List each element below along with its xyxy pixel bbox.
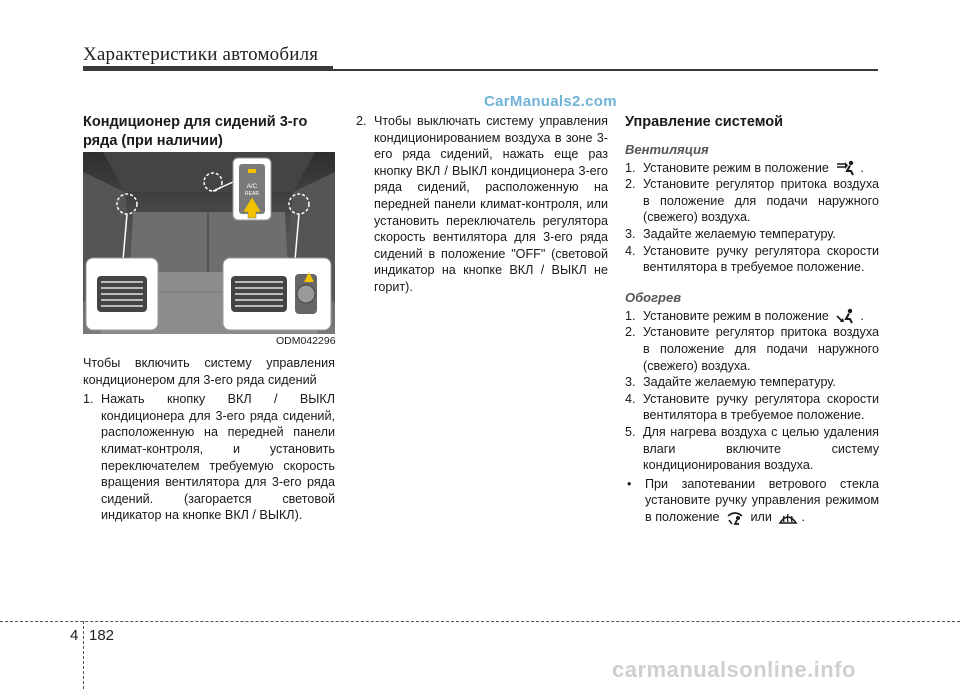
- rear-ac-button-sublabel: REAR: [245, 191, 259, 197]
- right-column: [625, 113, 879, 526]
- header-rule-thin: [333, 69, 878, 71]
- list-item: 4. Установите ручку регулятора скорости вентилятора в требуемое положение.: [625, 243, 879, 275]
- watermark-top: CarManuals2.com: [484, 93, 617, 110]
- list-item: 1. Установите режим в положение .: [625, 308, 864, 323]
- list-item-number: 1.: [83, 392, 94, 407]
- list-item-text: Нажать кнопку ВКЛ / ВЫКЛ кондиционера для 3-его ряда сидений, расположенную на передней панели климат-контроля, и установить переключателем требуемую скорость вращения вентилятора для 3-его ряда сидений. (загорается световой индикатор на кнопке ВКЛ / ВЫКЛ).: [101, 392, 335, 523]
- list-item: 5. Для нагрева воздуха с целью удаления влаги включите систему кондиционирования воздуха.: [625, 424, 879, 473]
- middle-column: [356, 113, 608, 296]
- bullet-or: или: [750, 509, 772, 524]
- list-item: 4. Установите ручку регулятора скорости вентилятора в требуемое положение.: [625, 391, 879, 423]
- cargo-area-illustration: [83, 152, 335, 334]
- watermark-bottom: carmanualsonline.info: [612, 657, 856, 682]
- list-item: 2. Установите регулятор притока воздуха в положение для подачи наружного (свежего) воздуха.: [625, 177, 879, 225]
- bullet-text: При запотевании ветрового стекла установите ручку управления режимом в положение: [645, 476, 879, 524]
- section-heading-system-control: Управление системой: [625, 114, 784, 130]
- rear-ac-figure: [83, 152, 335, 334]
- header-rule-thick: [83, 66, 333, 71]
- list-item: 1. Установите режим в положение .: [625, 160, 864, 175]
- list-item-text: Установите режим в положение: [643, 308, 829, 323]
- floor-mode-icon: [835, 308, 857, 324]
- list-item: 3. Задайте желаемую температуру.: [625, 226, 879, 243]
- footer-vertical-divider: [83, 621, 84, 689]
- list-item: 3. Задайте желаемую температуру.: [625, 374, 879, 391]
- list-item-text: Установите регулятор притока воздуха в положение для подачи наружного (свежего) воздуха.: [643, 177, 879, 225]
- list-item-text: Установите ручку регулятора скорости вентилятора в требуемое положение.: [643, 391, 879, 423]
- rear-ac-button-label: A/C: [246, 183, 258, 190]
- list-item-text: Задайте желаемую температуру.: [643, 375, 836, 390]
- page-header-title: Характеристики автомобиля: [83, 44, 319, 65]
- figure-caption: ODM042296: [276, 335, 336, 347]
- face-mode-icon: [835, 160, 857, 176]
- subheading-heating: Обогрев: [625, 289, 682, 305]
- subheading-ventilation: Вентиляция: [625, 141, 709, 157]
- list-item-text: Установите регулятор притока воздуха в положение для подачи наружного (свежего) воздуха.: [643, 325, 879, 373]
- left-column-body: [83, 355, 335, 524]
- bullet-mark: •: [627, 476, 632, 491]
- section-number: 4: [70, 627, 79, 644]
- floor-defrost-mode-icon: [726, 510, 744, 526]
- intro-paragraph: Чтобы включить систему управления кондиционером для 3-его ряда сидений: [83, 356, 335, 387]
- list-item-text: Для нагрева воздуха с целью удаления влаги включите систему кондиционирования воздуха.: [643, 424, 879, 473]
- list-item-text: Чтобы выключать систему управления кондиционированием воздуха в зоне 3-его ряда сидений, нажать еще раз кнопку ВКЛ / ВЫКЛ кондиционера 3-его ряда сидений, расположенную на передней панели климат-контроля, или установить переключатель регулятора скорость вентилятора для 3-его ряда сидений в положение "OFF" (световой индикатор на кнопке ВКЛ / ВЫКЛ не горит).: [374, 114, 608, 294]
- list-item: [83, 391, 335, 524]
- defrost-icon: [778, 510, 798, 526]
- page-number: 182: [89, 627, 115, 644]
- list-item: 2. Установите регулятор притока воздуха в положение для подачи наружного (свежего) воздуха.: [625, 325, 879, 373]
- list-item: [356, 113, 608, 296]
- bullet-item: • При запотевании ветрового стекла установите ручку управления режимом в положение или .: [627, 476, 879, 524]
- list-item-number: 2.: [356, 114, 367, 128]
- left-column: [83, 113, 335, 150]
- footer-divider: [0, 621, 960, 622]
- list-item-text: Задайте желаемую температуру.: [643, 226, 836, 241]
- list-item-text: Установите ручку регулятора скорости вентилятора в требуемое положение.: [643, 243, 879, 275]
- section-heading-rear-ac: Кондиционер для сидений 3-го ряда (при наличии): [83, 114, 308, 149]
- list-item-text: Установите режим в положение: [643, 160, 829, 175]
